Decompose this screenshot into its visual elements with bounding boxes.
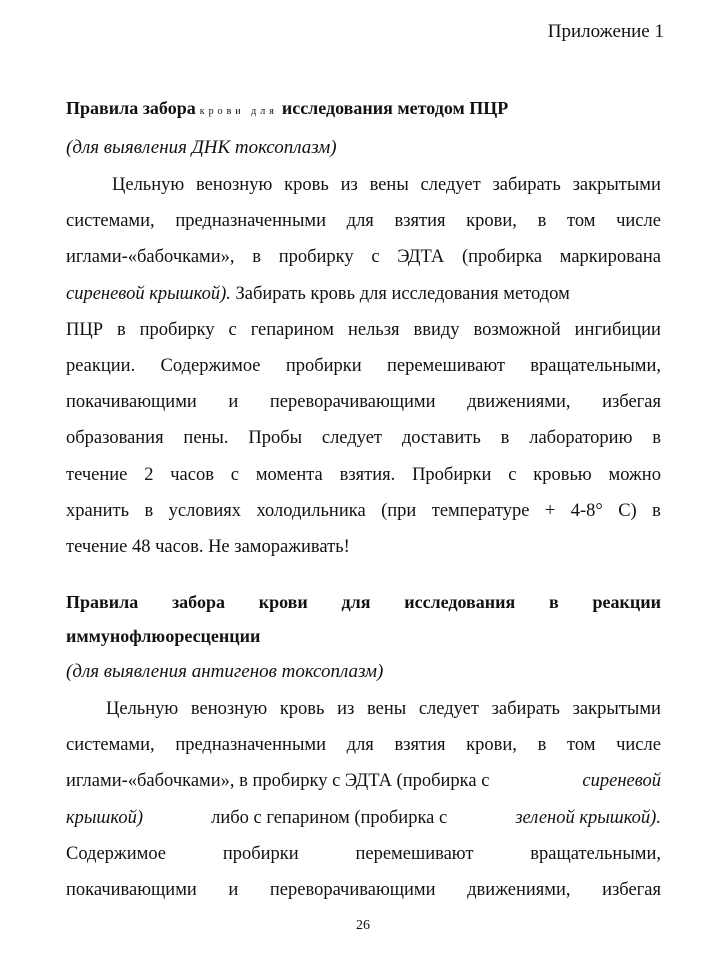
section-pcr	[66, 93, 661, 565]
word: Пробирки	[412, 464, 492, 485]
word: из	[340, 175, 358, 195]
word: маркирована	[559, 247, 661, 268]
word: пробирки	[285, 356, 362, 377]
word: лабораторию	[529, 428, 633, 449]
word: в	[144, 500, 154, 521]
word: возможной	[473, 319, 561, 340]
word: температуре	[431, 500, 530, 521]
word: гепарином	[250, 319, 335, 340]
word: взятия.	[339, 464, 396, 485]
paragraph	[66, 167, 661, 565]
word: закрытыми	[572, 699, 661, 719]
word: реакции.	[66, 356, 136, 377]
word: венозную	[196, 175, 273, 195]
word: переворачивающими	[269, 880, 436, 901]
paragraph-line	[66, 239, 661, 275]
word: в	[116, 319, 126, 340]
word: и	[228, 392, 239, 413]
word: в	[500, 428, 510, 449]
word: с	[371, 247, 380, 268]
word: +	[544, 500, 556, 521]
word: и	[228, 880, 239, 901]
word: избегая	[602, 392, 661, 413]
word: забирать	[492, 175, 561, 195]
word: кровь	[284, 175, 329, 195]
word: ингибиции	[574, 319, 661, 340]
paragraph-line: крышкой) либо с гепарином (пробирка с зеленой крышкой).	[66, 800, 661, 836]
paragraph-line	[66, 872, 661, 908]
appendix-label: Приложение 1	[547, 21, 664, 42]
italic-text: крышкой)	[66, 807, 144, 828]
word: ввиду	[413, 319, 460, 340]
word: в	[252, 247, 261, 268]
word: числе	[616, 735, 661, 756]
paragraph-line	[66, 493, 661, 529]
word: в	[652, 500, 661, 521]
word: для	[346, 735, 374, 756]
word: переворачивающими	[269, 392, 436, 413]
word: следует	[420, 175, 481, 195]
word: венозную	[190, 699, 268, 719]
word: ПЦР	[66, 319, 104, 340]
word: взятия	[394, 211, 446, 232]
word: вены	[369, 175, 409, 195]
word: с	[228, 319, 237, 340]
word: С)	[618, 500, 637, 521]
word: следует	[321, 428, 382, 449]
word: предназначенными	[175, 735, 326, 756]
word: вращательными,	[530, 356, 661, 377]
word: Пробы	[248, 428, 303, 449]
title-spaced-text: крови для	[199, 106, 278, 117]
paragraph-line	[66, 727, 661, 763]
word: кровью	[533, 464, 592, 485]
word: Содержимое	[160, 356, 261, 377]
word: в	[537, 211, 547, 232]
word: вены	[367, 699, 407, 719]
word: пены.	[183, 428, 229, 449]
paragraph	[66, 691, 661, 908]
paragraph-line	[66, 457, 661, 493]
section-subtitle: (для выявления ДНК токсоплазм)	[66, 137, 337, 158]
word: избегая	[602, 880, 661, 901]
word: момента	[255, 464, 323, 485]
word: условиях	[168, 500, 242, 521]
section-title-continued: иммунофлюоресценции	[66, 626, 261, 646]
word: холодильника	[256, 500, 366, 521]
word: системами,	[66, 735, 155, 756]
paragraph-line	[66, 167, 661, 203]
word: закрытыми	[572, 175, 661, 195]
italic-text: сиреневой	[582, 771, 661, 792]
word: с	[230, 464, 239, 485]
word: том	[566, 735, 596, 756]
word: течение	[66, 464, 128, 485]
word: с	[508, 464, 517, 485]
word: взятия	[394, 735, 446, 756]
paragraph-line	[66, 348, 661, 384]
italic-text: сиреневой крышкой).	[66, 283, 231, 304]
italic-text: зеленой крышкой).	[515, 807, 661, 828]
word: крови,	[466, 211, 517, 232]
word: системами,	[66, 211, 155, 232]
word: покачивающими	[66, 880, 197, 901]
word: образования	[66, 428, 164, 449]
word: 2	[144, 464, 154, 485]
page-number: 26	[356, 918, 370, 933]
word: из	[337, 699, 355, 719]
word: 4-8°	[570, 500, 603, 521]
word: (при	[381, 500, 417, 521]
word: следует	[418, 699, 479, 719]
section-title: Правила забора крови для исследования методом ПЦР	[66, 98, 509, 118]
word: пробирку	[139, 319, 215, 340]
paragraph-line: сиреневой крышкой). Забирать кровь для исследования методом	[66, 283, 570, 304]
paragraph-line	[66, 384, 661, 420]
word: предназначенными	[175, 211, 326, 232]
paragraph-line: иглами-«бабочками», в пробирку с ЭДТА (пробирка с сиреневой	[66, 763, 661, 799]
word: покачивающими	[66, 392, 197, 413]
word: нельзя	[347, 319, 400, 340]
word: в	[537, 735, 547, 756]
word: Цельную	[112, 175, 185, 195]
paragraph-line: течение 48 часов. Не замораживать!	[66, 537, 350, 558]
word: доставить	[401, 428, 481, 449]
paragraph-line	[66, 691, 661, 727]
word: иглами-«бабочками»,	[66, 247, 235, 268]
word: числе	[616, 211, 661, 232]
paragraph-line: Содержимое пробирки перемешивают вращательными,	[66, 843, 661, 864]
word: перемешивают	[386, 356, 505, 377]
word: для	[346, 211, 374, 232]
paragraph-line	[66, 420, 661, 456]
word: в	[652, 428, 661, 449]
word: хранить	[66, 500, 130, 521]
word: ЭДТА	[397, 247, 445, 268]
word: можно	[608, 464, 661, 485]
word: движениями,	[467, 392, 571, 413]
word: (пробирка	[462, 247, 543, 268]
paragraph-line	[66, 203, 661, 239]
word: часов	[170, 464, 214, 485]
paragraph-line	[66, 312, 661, 348]
section-title: Правила забора крови для исследования в реакции	[66, 592, 661, 612]
word: пробирку	[278, 247, 354, 268]
word: забирать	[491, 699, 560, 719]
section-immunofluorescence	[66, 587, 661, 908]
word: кровь	[279, 699, 325, 719]
section-subtitle: (для выявления антигенов токсоплазм)	[66, 661, 384, 682]
word: Цельную	[106, 699, 179, 719]
word: том	[566, 211, 596, 232]
word: движениями,	[467, 880, 571, 901]
word: крови,	[466, 735, 517, 756]
